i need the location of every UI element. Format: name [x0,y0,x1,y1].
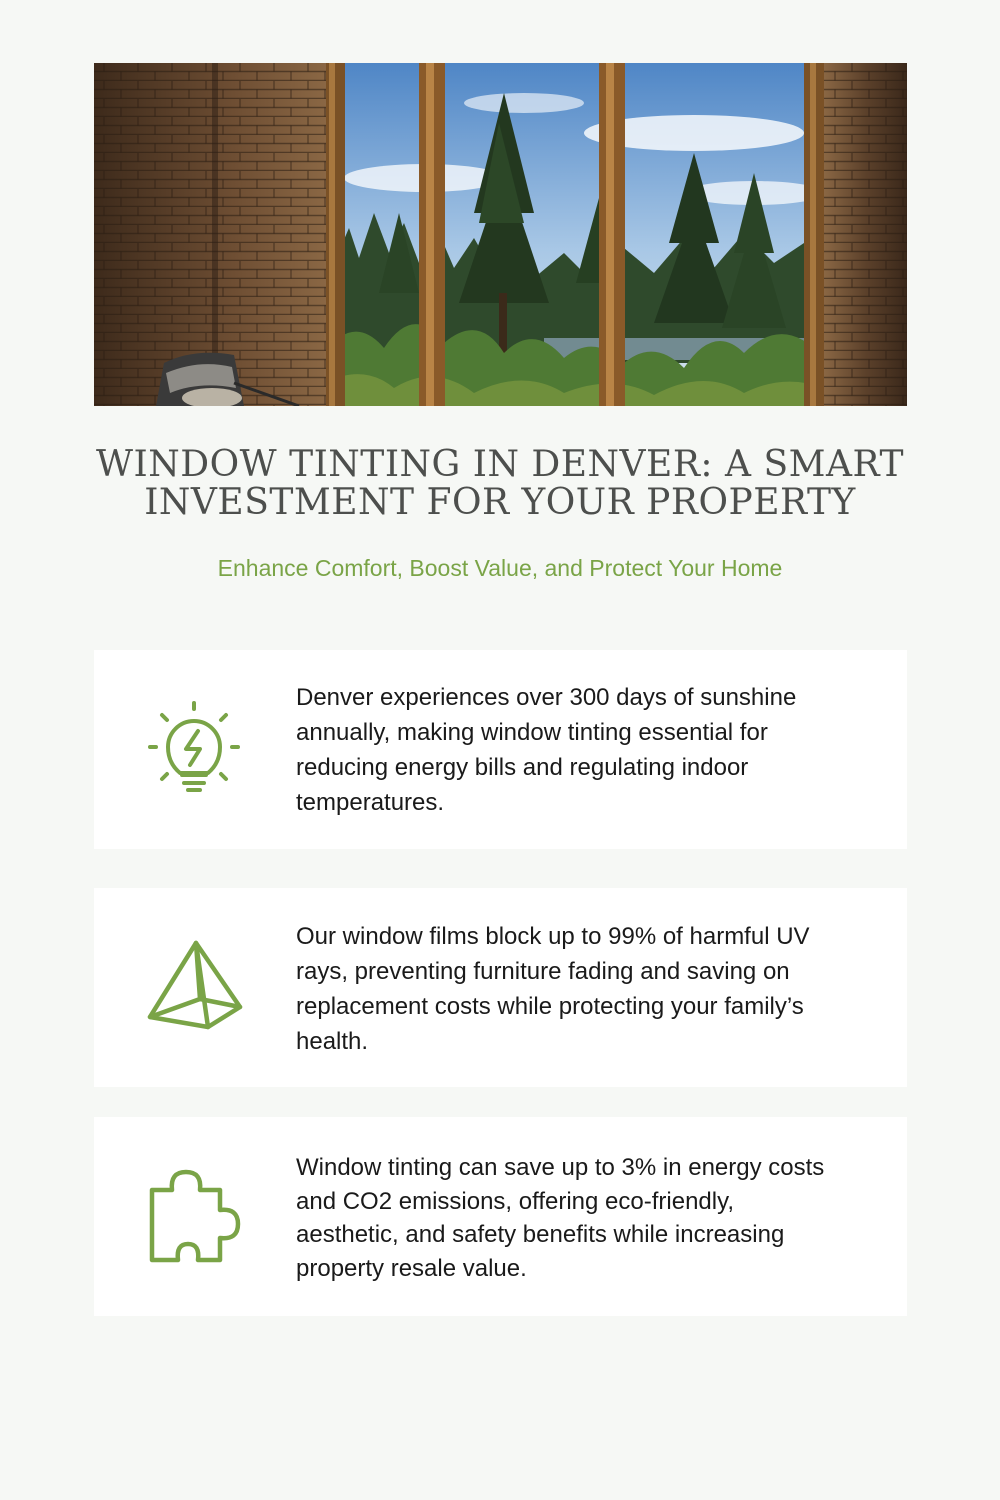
puzzle-piece-icon [142,1164,246,1268]
page-title: WINDOW TINTING IN DENVER: A SMART INVESTMENT FOR YOUR PROPERTY [96,444,904,523]
feature-card-sunshine [94,650,907,849]
hero-image [94,63,907,406]
lightbulb-energy-icon [142,697,246,801]
feature-text-energy-savings: Window tinting can save up to 3% in energy costs and CO2 emissions, offering eco-friendly, aesthetic, and safety benefits while increasing property resale value. [296,1154,825,1282]
feature-text-sunshine: Denver experiences over 300 days of sunshine annually, making window tinting essential for reducing energy bills and regulating indoor temperatures. [296,684,797,816]
feature-text-uv-protection: Our window films block up to 99% of harmful UV rays, preventing furniture fading and saving on replacement costs while protecting your family’s health. [296,923,810,1055]
pyramid-icon [142,935,246,1039]
page-subtitle: Enhance Comfort, Boost Value, and Protect Your Home [217,555,783,581]
feature-card-uv-protection [94,888,907,1087]
feature-card-energy-savings [94,1117,907,1316]
hero-photo-illustration [94,63,907,406]
